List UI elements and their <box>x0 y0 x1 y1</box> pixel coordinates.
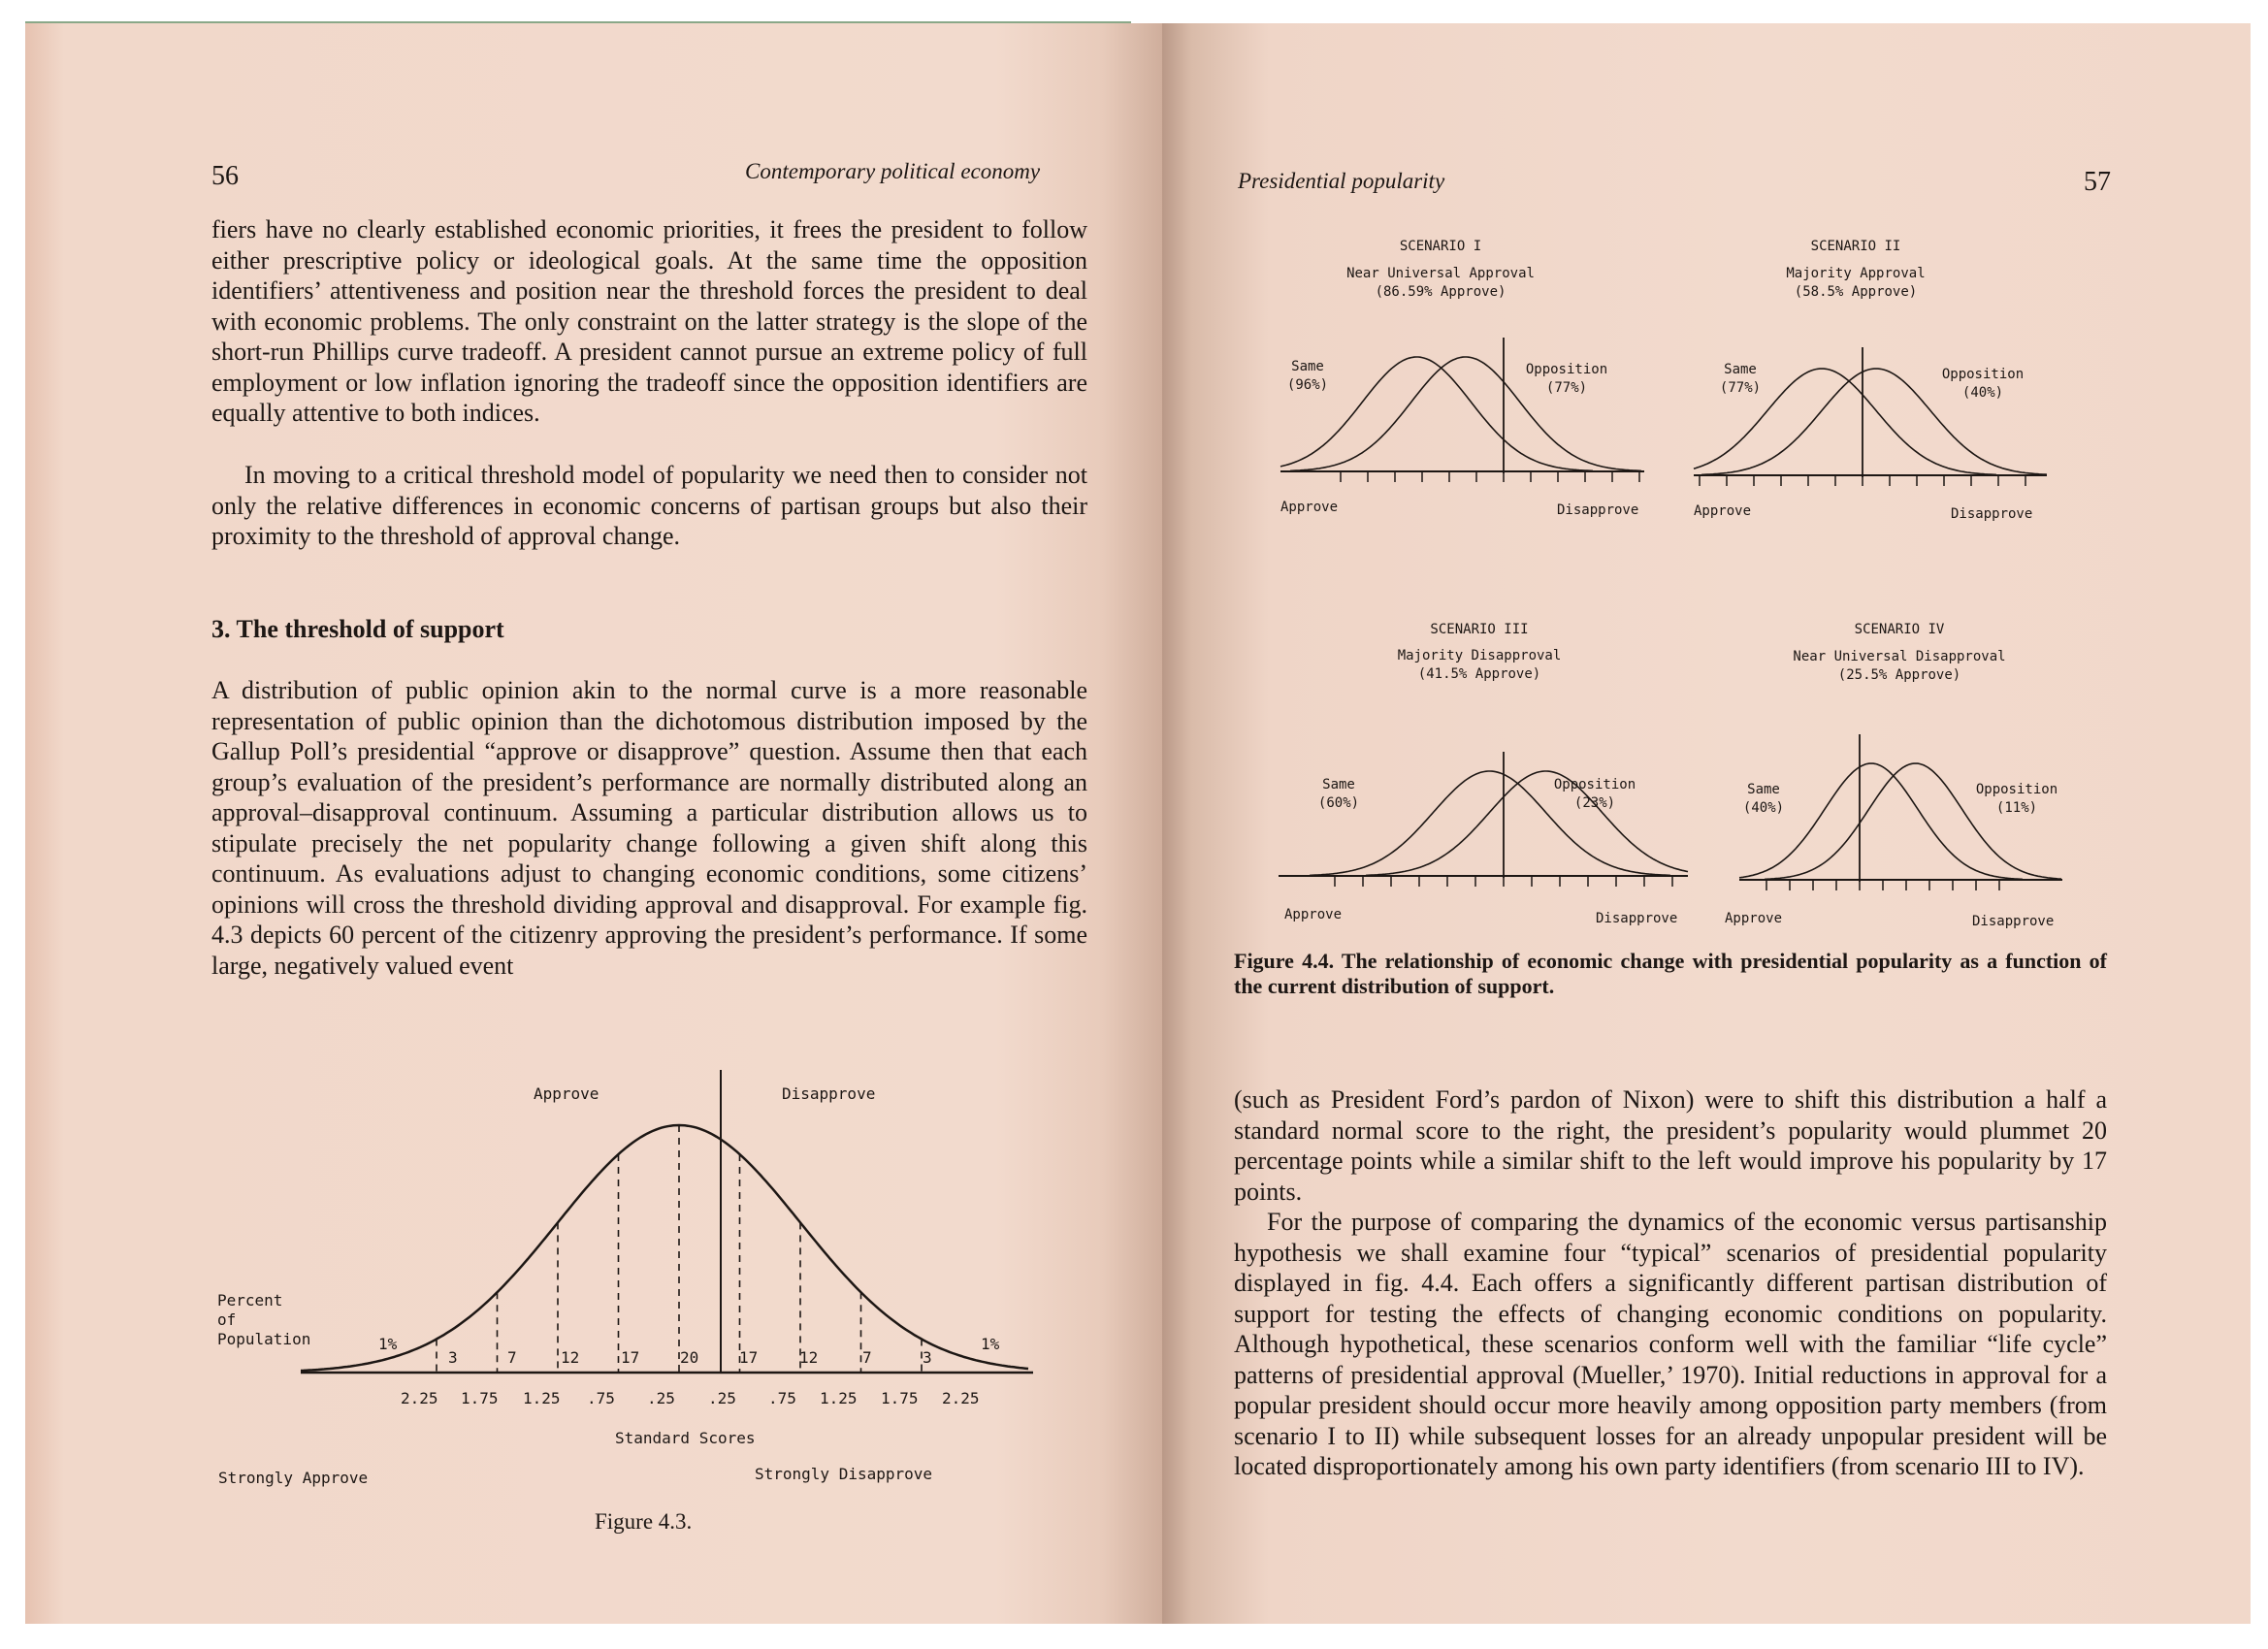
scenario-3-opp-pct: (23%) <box>1573 795 1616 811</box>
fig43-seg-10: 3 <box>923 1348 932 1367</box>
page-number-left: 56 <box>211 161 239 191</box>
fig43-score-2: 1.75 <box>461 1389 499 1407</box>
figure-4-4-text: The relationship of economic change with presidential popularity as a function of the current distribution of support. <box>1234 949 2107 998</box>
scenario-2-same: Same <box>1724 362 1757 377</box>
scenario-2-subtitle: Majority Approval <box>1786 266 1926 281</box>
fig43-score-3: 1.25 <box>523 1389 561 1407</box>
scenario-4-approve: Approve <box>1725 911 1783 926</box>
scenario-4-share: (25.5% Approve) <box>1837 667 1961 683</box>
fig43-score-8: 1.25 <box>820 1389 858 1407</box>
scenario-3-opp: Opposition <box>1553 777 1636 792</box>
fig43-score-10: 2.25 <box>942 1389 980 1407</box>
figure-4-3 <box>194 1062 1067 1518</box>
scenario-4-opp: Opposition <box>1975 782 2058 797</box>
running-head-right: Presidential popularity <box>1238 169 1445 193</box>
left-paragraph-3: A distribution of public opinion akin to the normal curve is a more reasonable representation of public opinion than the dichotomous distribution imposed by the Gallup Poll’s presidential “approve or disapprove” question. Assume then that each group’s evaluation of the president’s performance are normally distributed along an approval–disapproval continuum. Assuming a particular distribution allows us to stipulate precisely the net popularity change following a given shift along this continuum. As evaluations adjust to changing economic conditions, some citizens’ opinions will cross the threshold dividing approval and disapproval. For example fig. 4.3 depicts 60 percent of the citizenry approving the president’s performance. If some large, negatively valued event <box>211 676 1087 980</box>
scenario-2-opp: Opposition <box>1941 367 2025 382</box>
scenario-3-same-pct: (60%) <box>1317 795 1360 811</box>
fig43-strongly-disapprove: Strongly Disapprove <box>755 1465 933 1483</box>
scenario-4-same-pct: (40%) <box>1742 800 1785 816</box>
fig43-score-5: .25 <box>647 1389 675 1407</box>
fig43-seg-3: 7 <box>507 1348 517 1367</box>
scenario-4-disapprove: Disapprove <box>1972 914 2055 929</box>
scenario-2-opp-pct: (40%) <box>1961 385 2004 401</box>
fig43-score-9: 1.75 <box>881 1389 919 1407</box>
scenario-4-opp-pct: (11%) <box>1995 800 2038 816</box>
fig43-dividers <box>437 1125 922 1373</box>
fig43-seg-9: 7 <box>862 1348 872 1367</box>
scenario-4-subtitle: Near Universal Disapproval <box>1793 649 2006 664</box>
fig43-score-labels <box>401 1389 980 1407</box>
scenario-4-opposition-curve <box>1765 763 2061 879</box>
section-heading: 3. The threshold of support <box>211 615 504 643</box>
fig43-seg-1: 1% <box>378 1335 398 1353</box>
fig43-ylabel-1: Percent <box>217 1291 283 1310</box>
scenario-3-disapprove: Disapprove <box>1596 911 1678 926</box>
fig43-score-4: .75 <box>587 1389 615 1407</box>
scenario-1-same-pct: (96%) <box>1286 377 1329 393</box>
scenario-1-opp: Opposition <box>1525 362 1608 377</box>
scenario-3-title: SCENARIO III <box>1430 622 1529 637</box>
left-paragraph-2: In moving to a critical threshold model of popularity we need then to consider not only the relative differences in economic concerns of partisan groups but also their proximity to the threshold of approval change. <box>211 461 1087 550</box>
fig43-segment-labels <box>378 1335 1000 1367</box>
fig43-seg-5: 17 <box>621 1348 640 1367</box>
fig43-normal-curve <box>301 1125 1028 1371</box>
scenario-4-same-curve <box>1739 763 2023 879</box>
scenario-1-opp-pct: (77%) <box>1545 380 1588 396</box>
scenario-3-same: Same <box>1322 777 1355 792</box>
fig43-seg-7: 17 <box>739 1348 759 1367</box>
fig43-strongly-approve: Strongly Approve <box>218 1469 369 1487</box>
fig43-approve-label: Approve <box>534 1084 599 1103</box>
left-paragraph-1: fiers have no clearly established economic priorities, it frees the president to follow either prescriptive policy or ideological goals. At the same time the opposition identifiers’ attentiveness and position near the threshold forces the president to deal with economic problems. The only constraint on the latter strategy is the slope of the short-run Phillips curve tradeoff. A president cannot pursue an extreme policy of full employment or low inflation ignoring the tradeoff since the opposition identifiers are equally attentive to both indices. <box>211 215 1087 427</box>
fig43-score-7: .75 <box>768 1389 796 1407</box>
scenario-2-panel <box>1676 233 2084 524</box>
fig43-disapprove-label: Disapprove <box>782 1084 876 1103</box>
scenario-3-approve: Approve <box>1284 907 1343 922</box>
scenario-3-opposition-curve <box>1366 771 1688 875</box>
scenario-2-share: (58.5% Approve) <box>1794 284 1918 300</box>
fig43-ylabel-3: Population <box>217 1330 311 1348</box>
scenario-1-subtitle: Near Universal Approval <box>1346 266 1535 281</box>
scenario-2-title: SCENARIO II <box>1810 239 1901 254</box>
fig43-ylabel-2: of <box>217 1310 237 1329</box>
scenario-2-approve: Approve <box>1694 503 1752 519</box>
running-head-left: Contemporary political economy <box>745 159 1041 183</box>
scenario-1-share: (86.59% Approve) <box>1375 284 1507 300</box>
scenario-4-title: SCENARIO IV <box>1854 622 1945 637</box>
scenario-1-plot <box>1280 338 1644 482</box>
scenario-3-subtitle: Majority Disapproval <box>1397 648 1562 663</box>
scenario-3-plot <box>1279 752 1688 887</box>
figure-4-3-caption: Figure 4.3. <box>595 1509 693 1534</box>
scenario-1-approve: Approve <box>1280 500 1339 515</box>
scenario-1-panel <box>1261 233 1669 524</box>
page-number-right: 57 <box>2084 167 2111 197</box>
scenario-2-disapprove: Disapprove <box>1951 506 2033 522</box>
scenario-1-disapprove: Disapprove <box>1557 502 1639 518</box>
fig43-seg-2: 3 <box>448 1348 458 1367</box>
figure-4-4-label: Figure 4.4. <box>1234 949 1335 973</box>
scenario-3-panel <box>1261 616 1707 936</box>
scenario-1-title: SCENARIO I <box>1399 239 1482 254</box>
right-paragraph-1: (such as President Ford’s pardon of Nixon) were to shift this distribution a half a standard normal score to the right, the president’s popularity would plummet 20 percentage points while a similar shift to the left would improve his popularity by 17 points. <box>1234 1085 2107 1206</box>
fig43-seg-4: 12 <box>561 1348 580 1367</box>
right-paragraph-2: For the purpose of comparing the dynamics of the economic versus partisanship hypothesis we shall examine four “typical” scenarios of presidential popularity displayed in fig. 4.4. Each offers a significantly different partisan distribution of support for testing the effects of changing economic conditions on popularity. Although hypothetical, these scenarios conform well with the familiar “life cycle” patterns of presidential approval (Mueller,’ 1970). Initial reductions in approval for a popular president should occur more heavily among opposition party members (from scenario I to II) while subsequent losses for an already unpopular president will be located disproportionately among his own party identifiers (from scenario III to IV). <box>1234 1208 2107 1480</box>
fig43-seg-11: 1% <box>981 1335 1000 1353</box>
scenario-1-same: Same <box>1291 359 1324 374</box>
scenario-4-panel <box>1715 616 2084 936</box>
fig43-score-6: .25 <box>708 1389 736 1407</box>
fig43-xlabel: Standard Scores <box>615 1429 756 1447</box>
scenario-3-share: (41.5% Approve) <box>1417 666 1541 682</box>
scenario-2-same-pct: (77%) <box>1719 380 1762 396</box>
figure-4-4-caption <box>1234 949 2107 999</box>
fig43-score-1: 2.25 <box>401 1389 438 1407</box>
scenario-4-same: Same <box>1747 782 1780 797</box>
fig43-seg-8: 12 <box>799 1348 819 1367</box>
fig43-seg-6: 20 <box>680 1348 699 1367</box>
